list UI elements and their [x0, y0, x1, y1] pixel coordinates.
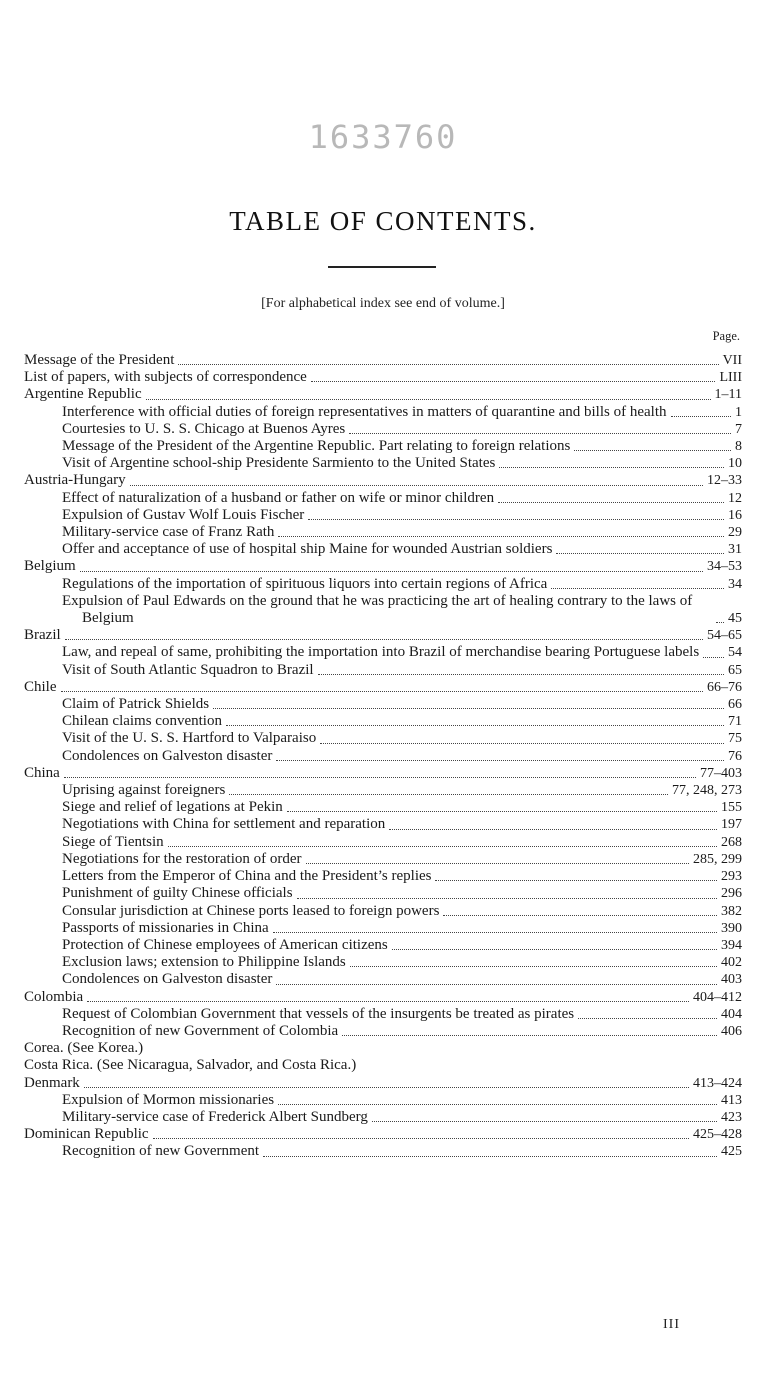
toc-subentry — [24, 851, 742, 868]
toc-entry-page: 268 — [721, 834, 742, 850]
toc-entry-title: Chile — [24, 678, 57, 695]
toc-entry-title: Belgium — [24, 558, 76, 575]
toc-subentry — [24, 885, 742, 902]
toc-entry-title: Austria-Hungary — [24, 472, 126, 489]
dot-leader — [168, 846, 717, 847]
toc-entry-title: Request of Colombian Government that vessels of the insurgents be treated as pirates — [62, 1005, 575, 1022]
dot-leader — [498, 502, 724, 503]
accession-stamp: 1633760 — [308, 118, 458, 156]
dot-leader — [64, 777, 696, 778]
toc-subentry — [24, 937, 742, 954]
toc-subentry — [24, 816, 742, 833]
toc-entry-page: 1 — [735, 404, 742, 420]
toc-entry-page: 293 — [721, 869, 742, 885]
toc-entry-page: 16 — [728, 507, 742, 523]
dot-leader — [392, 949, 717, 950]
dot-leader — [389, 829, 717, 830]
toc-entry-page: 66 — [728, 697, 742, 713]
dot-leader — [556, 553, 724, 554]
toc-entry-page: 382 — [721, 903, 742, 919]
dot-leader — [350, 966, 717, 967]
dot-leader — [273, 932, 717, 933]
toc-entry-title: Argentine Republic — [24, 386, 142, 403]
toc-country-entry — [24, 765, 742, 782]
toc-subentry — [24, 834, 742, 851]
toc-entry-page: 76 — [728, 748, 742, 764]
toc-entry-title: Recognition of new Government — [62, 1143, 260, 1160]
toc-country-entry — [24, 369, 742, 386]
page-column-header: Page. — [712, 329, 740, 343]
toc-entry-title: Protection of Chinese employees of American citizens — [62, 936, 388, 953]
toc-entry-page: 296 — [721, 886, 742, 902]
toc-entry-page: 402 — [721, 955, 742, 971]
title-rule — [328, 266, 436, 268]
toc-country-entry — [24, 679, 742, 696]
toc-subentry — [24, 524, 742, 541]
toc-subentry — [24, 730, 742, 747]
toc-entry-page: LIII — [719, 370, 742, 386]
toc-entry-page: 8 — [735, 439, 742, 455]
toc-entry-title: Military-service case of Franz Rath — [62, 524, 275, 541]
toc-subentry — [24, 713, 742, 730]
dot-leader — [443, 915, 717, 916]
toc-entry-page: 54–65 — [707, 628, 742, 644]
toc-entry-title: Regulations of the importation of spirituous liquors into certain regions of Africa — [62, 575, 548, 592]
dot-leader — [297, 898, 717, 899]
toc-entry-title: List of papers, with subjects of correspondence — [24, 369, 307, 386]
toc-country-entry — [24, 1040, 742, 1057]
toc-subentry — [24, 507, 742, 524]
toc-entry-title: Visit of Argentine school-ship Presidente Sarmiento to the United States — [62, 455, 496, 472]
toc-subentry — [24, 576, 742, 593]
toc-entry-title: Corea. (See Korea.) — [24, 1040, 144, 1057]
table-of-contents — [24, 352, 742, 1161]
toc-entry-title: Law, and repeal of same, prohibiting the importation into Brazil of merchandise bearing Portuguese labels — [62, 644, 700, 661]
toc-entry-title: Denmark — [24, 1074, 80, 1091]
toc-entry-page: VII — [722, 353, 742, 368]
toc-subentry — [24, 903, 742, 920]
toc-subentry — [24, 438, 742, 455]
toc-country-entry — [24, 558, 742, 575]
dot-leader — [146, 399, 711, 400]
toc-country-entry — [24, 1057, 742, 1074]
toc-subentry — [24, 644, 742, 661]
toc-entry-page: 45 — [728, 611, 742, 627]
toc-entry-title: Message of the President of the Argentine Republic. Part relating to foreign relations — [62, 438, 571, 455]
dot-leader — [61, 691, 704, 692]
toc-entry-title: Message of the President — [24, 352, 175, 368]
toc-entry-page: 403 — [721, 972, 742, 988]
toc-subentry — [24, 541, 742, 558]
toc-subentry — [24, 920, 742, 937]
toc-subentry — [24, 782, 742, 799]
toc-entry-page: 425–428 — [693, 1127, 742, 1143]
toc-entry-page: 77, 248, 273 — [672, 783, 742, 799]
toc-entry-page: 10 — [728, 456, 742, 472]
toc-entry-page: 71 — [728, 714, 742, 730]
toc-entry-page: 12–33 — [707, 473, 742, 489]
toc-country-entry — [24, 386, 742, 403]
toc-entry-page: 425 — [721, 1144, 742, 1160]
toc-subentry — [24, 490, 742, 507]
toc-subentry — [24, 748, 742, 765]
toc-entry-title: Siege and relief of legations at Pekin — [62, 799, 283, 816]
toc-subentry — [24, 799, 742, 816]
toc-country-entry — [24, 472, 742, 489]
toc-entry-title: Claim of Patrick Shields — [62, 696, 210, 713]
toc-entry-title: Effect of naturalization of a husband or father on wife or minor children — [62, 489, 495, 506]
toc-entry-title: Colombia — [24, 988, 84, 1005]
dot-leader — [311, 381, 716, 382]
toc-entry-title: Exclusion laws; extension to Philippine Islands — [62, 954, 346, 971]
toc-entry-page: 12 — [728, 490, 742, 506]
dot-leader — [287, 811, 717, 812]
toc-subentry — [24, 696, 742, 713]
dot-leader — [276, 984, 717, 985]
dot-leader — [87, 1001, 689, 1002]
toc-entry-page: 155 — [721, 800, 742, 816]
toc-entry-title: Expulsion of Mormon missionaries — [62, 1091, 275, 1108]
dot-leader — [703, 657, 724, 658]
toc-subentry — [24, 404, 742, 421]
dot-leader — [80, 571, 703, 572]
toc-entry-title: Brazil — [24, 627, 61, 644]
page-number: III — [663, 1317, 680, 1332]
toc-entry-page: 404–412 — [693, 989, 742, 1005]
toc-entry-title: Condolences on Galveston disaster — [62, 971, 273, 988]
dot-leader — [84, 1087, 689, 1088]
toc-entry-page: 404 — [721, 1006, 742, 1022]
toc-entry-title: Expulsion of Paul Edwards on the ground that he was practicing the art of healing contrary to the laws of Belgium — [62, 592, 693, 627]
toc-entry-page: 7 — [735, 421, 742, 437]
toc-entry-title: Negotiations for the restoration of order — [62, 850, 302, 867]
toc-entry-page: 66–76 — [707, 679, 742, 695]
toc-country-entry — [24, 1075, 742, 1092]
toc-country-entry — [24, 627, 742, 644]
dot-leader — [276, 760, 724, 761]
dot-leader — [153, 1138, 689, 1139]
toc-entry-title: Visit of South Atlantic Squadron to Brazil — [62, 661, 314, 678]
toc-entry-title: Costa Rica. (See Nicaragua, Salvador, and Costa Rica.) — [24, 1057, 357, 1074]
toc-entry-page: 54 — [728, 645, 742, 661]
dot-leader — [372, 1121, 717, 1122]
toc-subentry — [24, 662, 742, 679]
toc-entry-title: Visit of the U. S. S. Hartford to Valparaiso — [62, 730, 317, 747]
toc-entry-page: 390 — [721, 920, 742, 936]
toc-subentry — [24, 868, 742, 885]
toc-subentry — [24, 1109, 742, 1126]
toc-subentry — [24, 455, 742, 472]
toc-entry-title: Condolences on Galveston disaster — [62, 747, 273, 764]
toc-subentry — [24, 1143, 742, 1160]
toc-entry-page: 394 — [721, 937, 742, 953]
dot-leader — [320, 743, 724, 744]
toc-entry-page: 77–403 — [700, 765, 742, 781]
toc-entry-title: China — [24, 764, 60, 781]
toc-entry-title: Military-service case of Frederick Albert Sundberg — [62, 1108, 368, 1125]
toc-entry-title: Chilean claims convention — [62, 713, 222, 730]
dot-leader — [499, 467, 724, 468]
dot-leader — [318, 674, 724, 675]
toc-entry-page: 413–424 — [693, 1075, 742, 1091]
dot-leader — [130, 485, 703, 486]
toc-entry-page: 406 — [721, 1023, 742, 1039]
toc-entry-title: Interference with official duties of foreign representatives in matters of quarantine and bills of health — [62, 403, 667, 420]
toc-entry-title: Passports of missionaries in China — [62, 919, 269, 936]
dot-leader — [435, 880, 717, 881]
toc-subentry — [24, 1023, 742, 1040]
toc-entry-title: Uprising against foreigners — [62, 782, 226, 799]
dot-leader — [574, 450, 731, 451]
toc-entry-page: 423 — [721, 1109, 742, 1125]
toc-entry-page: 1–11 — [714, 387, 742, 403]
toc-entry-page: 31 — [728, 542, 742, 558]
dot-leader — [349, 433, 731, 434]
toc-entry-title: Expulsion of Gustav Wolf Louis Fischer — [62, 506, 305, 523]
toc-country-entry — [24, 989, 742, 1006]
toc-entry-title: Consular jurisdiction at Chinese ports leased to foreign powers — [62, 902, 440, 919]
toc-entry-page: 34 — [728, 576, 742, 592]
toc-subentry — [24, 954, 742, 971]
dot-leader — [226, 725, 724, 726]
dot-leader — [178, 364, 718, 365]
dot-leader — [671, 416, 732, 417]
dot-leader — [306, 863, 689, 864]
toc-entry-title: Negotiations with China for settlement and reparation — [62, 816, 386, 833]
toc-entry-page: 34–53 — [707, 559, 742, 575]
dot-leader — [551, 588, 724, 589]
toc-country-entry — [24, 1126, 742, 1143]
dot-leader — [278, 536, 724, 537]
toc-subentry — [24, 1006, 742, 1023]
dot-leader — [213, 708, 724, 709]
toc-subentry — [24, 593, 742, 627]
toc-entry-title: Dominican Republic — [24, 1126, 149, 1143]
toc-entry-title: Punishment of guilty Chinese officials — [62, 885, 293, 902]
toc-subentry — [24, 971, 742, 988]
toc-entry-title: Letters from the Emperor of China and the President’s replies — [62, 868, 432, 885]
toc-country-entry — [24, 352, 742, 369]
toc-entry-page: 65 — [728, 662, 742, 678]
toc-entry-page: 197 — [721, 817, 742, 833]
index-note: [For alphabetical index see end of volume.] — [261, 296, 505, 311]
toc-entry-page: 29 — [728, 525, 742, 541]
dot-leader — [308, 519, 724, 520]
dot-leader — [578, 1018, 717, 1019]
dot-leader — [65, 639, 703, 640]
toc-entry-page: 413 — [721, 1092, 742, 1108]
toc-entry-page: 285, 299 — [693, 851, 742, 867]
toc-entry-title: Recognition of new Government of Colombia — [62, 1022, 339, 1039]
dot-leader — [229, 794, 668, 795]
toc-entry-page: 75 — [728, 731, 742, 747]
toc-entry-title: Offer and acceptance of use of hospital ship Maine for wounded Austrian soldiers — [62, 541, 553, 558]
dot-leader — [716, 622, 724, 623]
toc-subentry — [24, 421, 742, 438]
dot-leader — [278, 1104, 717, 1105]
dot-leader — [342, 1035, 717, 1036]
toc-entry-title: Courtesies to U. S. S. Chicago at Buenos Ayres — [62, 420, 346, 437]
page-title: TABLE OF CONTENTS. — [229, 206, 537, 236]
dot-leader — [263, 1156, 717, 1157]
toc-entry-title: Siege of Tientsin — [62, 833, 164, 850]
toc-subentry — [24, 1092, 742, 1109]
